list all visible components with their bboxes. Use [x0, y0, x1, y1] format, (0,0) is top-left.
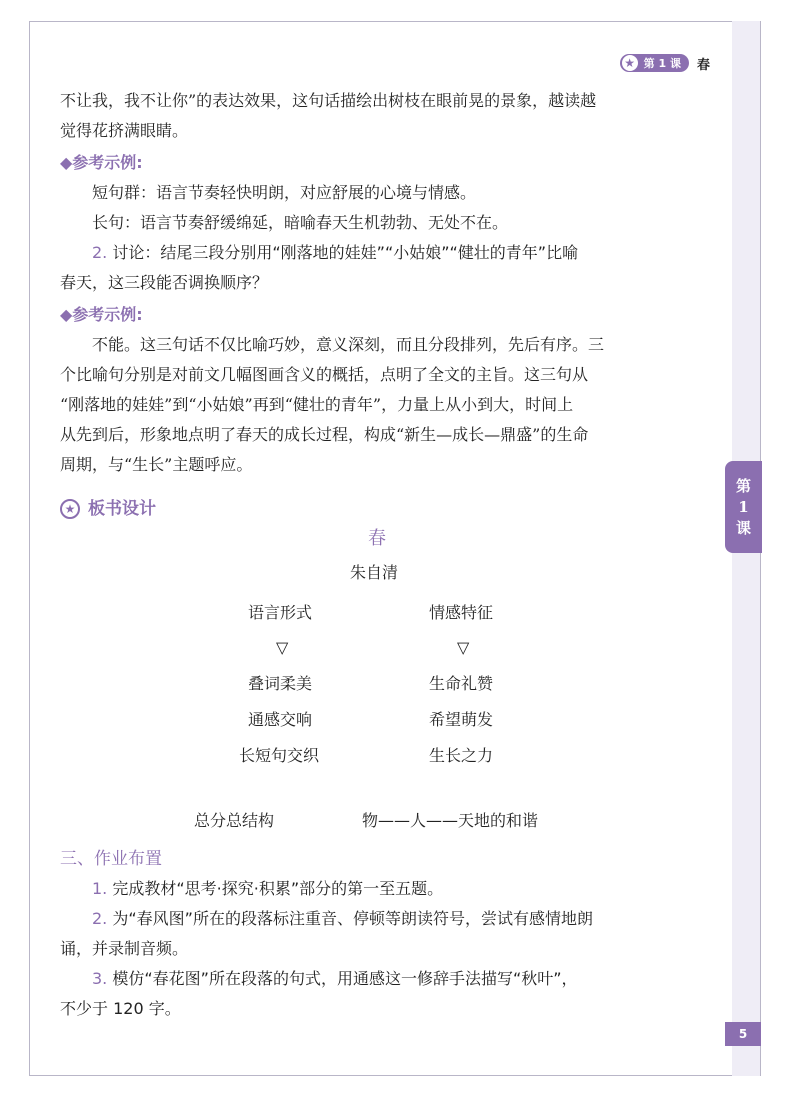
- running-header: [620, 52, 710, 74]
- homework-number: 2.: [92, 909, 108, 928]
- homework-number: 1.: [92, 879, 108, 898]
- page-number: 5: [725, 1022, 761, 1046]
- board-design-title: 板书设计: [88, 499, 156, 519]
- side-tab-char: 第: [735, 476, 751, 495]
- star-icon: ★: [60, 499, 80, 519]
- board-structure: 总分总结构: [194, 811, 275, 830]
- paragraph-line: 不让我，我不让你”的表达效果，这句话描绘出树枝在眼前晃的景象，越读越: [60, 91, 597, 110]
- board-right-item: 希望萌发: [429, 710, 494, 729]
- homework-text: 模仿“春花图”所在段落的句式，用通感这一修辞手法描写“秋叶”，: [112, 969, 578, 988]
- lesson-badge: [620, 54, 689, 72]
- board-right-item: 生长之力: [429, 746, 494, 765]
- homework-title: 三、作业布置: [60, 849, 162, 869]
- board-left-heading: 语言形式: [248, 603, 313, 622]
- down-triangle-icon: ▽: [276, 638, 289, 657]
- homework-number: 3.: [92, 969, 108, 988]
- reference-example-label: ◆参考示例:: [60, 305, 143, 324]
- homework-item: [60, 874, 692, 904]
- header-title: 春: [696, 57, 710, 73]
- homework-item: [60, 904, 692, 934]
- board-left-item: 叠词柔美: [248, 674, 313, 693]
- side-tab-char: 1: [738, 497, 749, 516]
- reference-long-sentence: 长句：语言节奏舒缓绵延，暗喻春天生机勃勃、无处不在。: [92, 213, 509, 232]
- answer-line: 从先到后，形象地点明了春天的成长过程，构成“新生—成长—鼎盛”的生命: [60, 425, 589, 444]
- board-title: 春: [368, 528, 386, 549]
- board-right-heading: 情感特征: [429, 603, 494, 622]
- down-triangle-icon: ▽: [457, 638, 470, 657]
- homework-item: [60, 964, 692, 994]
- question-text: 讨论：结尾三段分别用“刚落地的娃娃”“小姑娘”“健壮的青年”比喻: [112, 243, 579, 262]
- question-number: 2.: [92, 243, 108, 262]
- board-right-item: 生命礼赞: [429, 674, 494, 693]
- board-left-item: 长短句交织: [239, 746, 320, 765]
- side-tab-char: 课: [735, 518, 751, 537]
- paragraph-line: 觉得花挤满眼睛。: [60, 121, 189, 140]
- homework-item-cont: 不少于 120 字。: [60, 999, 181, 1018]
- lesson-badge-label: 第 1 课: [643, 57, 681, 70]
- homework-item-cont: 诵，并录制音频。: [60, 939, 189, 958]
- star-icon: ★: [622, 55, 638, 71]
- board-design-heading: [60, 494, 692, 524]
- question-2-cont: 春天，这三段能否调换顺序？: [60, 273, 269, 292]
- answer-line: 个比喻句分别是对前文几幅图画含义的概括，点明了全文的主旨。这三句从: [60, 365, 589, 384]
- homework-text: 完成教材“思考·探究·积累”部分的第一至五题。: [112, 879, 444, 898]
- reference-short-sentence: 短句群：语言节奏轻快明朗，对应舒展的心境与情感。: [92, 183, 477, 202]
- blackboard-design: [60, 524, 692, 844]
- main-content: [60, 86, 692, 1024]
- homework-text: 为“春风图”所在的段落标注重音、停顿等朗读符号，尝试有感情地朗: [112, 909, 593, 928]
- reference-example-label: ◆参考示例:: [60, 153, 143, 172]
- answer-line: 不能。这三句话不仅比喻巧妙，意义深刻，而且分段排列，先后有序。三: [92, 335, 605, 354]
- board-author: 朱自清: [350, 563, 399, 582]
- board-harmony: 物——人——天地的和谐: [362, 811, 539, 830]
- question-2: [60, 238, 692, 268]
- homework-section: [60, 844, 692, 1024]
- chapter-side-tab[interactable]: [725, 461, 762, 553]
- answer-line: 周期，与“生长”主题呼应。: [60, 455, 253, 474]
- board-left-item: 通感交响: [248, 710, 313, 729]
- answer-line: “刚落地的娃娃”到“小姑娘”再到“健壮的青年”，力量上从小到大，时间上: [60, 395, 574, 414]
